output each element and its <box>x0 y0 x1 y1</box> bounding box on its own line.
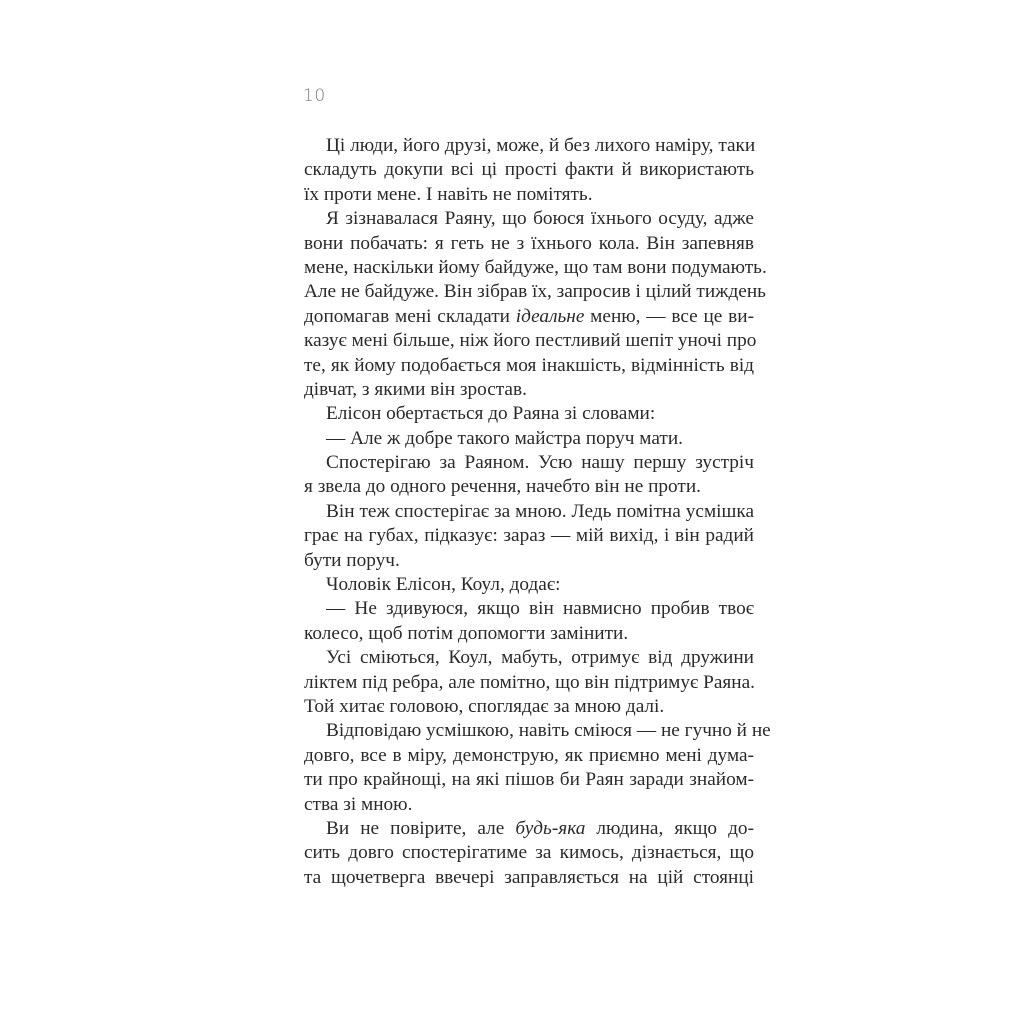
body-text <box>304 134 771 890</box>
text-line <box>304 866 754 890</box>
text-segment: Ці люди, його друзі, може, й без лихого наміру, таки <box>326 135 756 156</box>
paragraph <box>304 597 754 646</box>
text-line <box>304 695 754 719</box>
text-line <box>304 232 754 256</box>
text-segment: їх проти мене. І навіть не помітять. <box>304 183 593 205</box>
text-segment: дівчат, з якими він зростав. <box>304 378 527 400</box>
text-line <box>304 305 754 329</box>
text-segment: Ви не повірите, але <box>326 817 516 839</box>
paragraph <box>304 817 754 890</box>
text-segment: — Але ж добре такого майстра поруч мати. <box>326 427 683 449</box>
text-segment: ліктем під ребра, але помітно, що він підтримує Раяна. <box>304 671 755 693</box>
text-segment: мене, наскільки йому байдуже, що там вони подумають. <box>304 256 767 278</box>
text-segment: Але не байдуже. Він зібрав їх, запросив і цілий тиждень <box>304 281 766 303</box>
text-line <box>304 573 754 597</box>
paragraph <box>304 207 767 402</box>
text-segment: меню, — все це ви- <box>584 305 755 327</box>
text-segment: те, як йому подобається моя інакшість, відмінність від <box>304 354 754 376</box>
text-segment: та щочетверга ввечері заправляється на цій стоянці <box>304 866 754 888</box>
text-line <box>304 744 754 768</box>
text-segment: казує мені більше, ніж його пестливий шепіт уночі про <box>304 330 757 352</box>
text-line <box>304 817 754 841</box>
paragraph <box>304 427 754 451</box>
text-line <box>304 402 754 426</box>
italic-text: ідеальне <box>515 305 585 327</box>
text-line <box>304 475 754 499</box>
page-number: 10 <box>303 86 326 106</box>
text-segment: Він теж спостерігає за мною. Ледь помітна усмішка <box>326 500 754 522</box>
text-segment: допомагав мені складати <box>304 305 516 327</box>
text-line <box>304 427 754 451</box>
text-line <box>304 378 754 402</box>
text-line <box>304 256 767 280</box>
text-line <box>304 134 754 158</box>
text-line <box>304 768 754 792</box>
text-segment: Чоловік Елісон, Коул, додає: <box>326 574 561 596</box>
text-segment: сить довго спостерігатиме за кимось, дізнається, що <box>304 842 754 864</box>
text-line <box>304 329 757 353</box>
text-line <box>304 524 754 548</box>
text-segment: Я зізнавалася Раяну, що боюся їхнього осуду, адже <box>326 208 754 230</box>
italic-text: будь-яка <box>515 817 586 839</box>
text-line <box>304 183 754 207</box>
text-line <box>304 207 754 231</box>
text-line <box>304 622 754 646</box>
text-line <box>304 597 754 621</box>
text-line <box>304 549 754 573</box>
paragraph <box>304 451 754 500</box>
text-segment: складуть докупи всі ці прості факти й використають <box>304 159 754 181</box>
text-segment: людина, якщо до- <box>585 817 754 839</box>
text-segment: Той хитає головою, споглядає за мною далі. <box>304 695 665 717</box>
text-line <box>304 793 754 817</box>
text-segment: Відповідаю усмішкою, навіть сміюся — не гучно й не <box>326 720 771 742</box>
text-line <box>304 158 754 182</box>
text-line <box>304 451 754 475</box>
text-line <box>304 500 754 524</box>
text-segment: я звела до одного речення, начебто він не проти. <box>304 476 701 498</box>
text-segment: колесо, щоб потім допомогти замінити. <box>304 622 629 644</box>
text-segment: Усі сміються, Коул, мабуть, отримує від дружини <box>326 647 754 669</box>
text-segment: Спостерігаю за Раяном. Усю нашу першу зустріч <box>326 452 754 474</box>
text-segment: бути поруч. <box>304 549 400 571</box>
text-line <box>304 354 754 378</box>
text-line <box>304 841 754 865</box>
text-segment: вони побачать: я геть не з їхнього кола. Він запевняв <box>304 232 754 254</box>
paragraph <box>304 573 754 597</box>
paragraph <box>304 134 754 207</box>
text-segment: Елісон обертається до Раяна зі словами: <box>326 403 656 425</box>
text-line <box>304 280 766 304</box>
text-line <box>304 719 771 743</box>
text-segment: — Не здивуюся, якщо він навмисно пробив твоє <box>326 598 754 620</box>
text-line <box>304 646 754 670</box>
paragraph <box>304 719 771 817</box>
paragraph <box>304 402 754 426</box>
text-segment: ства зі мною. <box>304 793 413 815</box>
paragraph <box>304 646 754 719</box>
text-segment: довго, все в міру, демонструю, як приємно мені дума- <box>304 744 754 766</box>
text-line <box>304 671 754 695</box>
text-segment: ти про крайнощі, на які пішов би Раян заради знайом- <box>304 769 754 791</box>
text-segment: грає на губах, підказує: зараз — мій вихід, і він радий <box>304 525 754 547</box>
paragraph <box>304 500 754 573</box>
